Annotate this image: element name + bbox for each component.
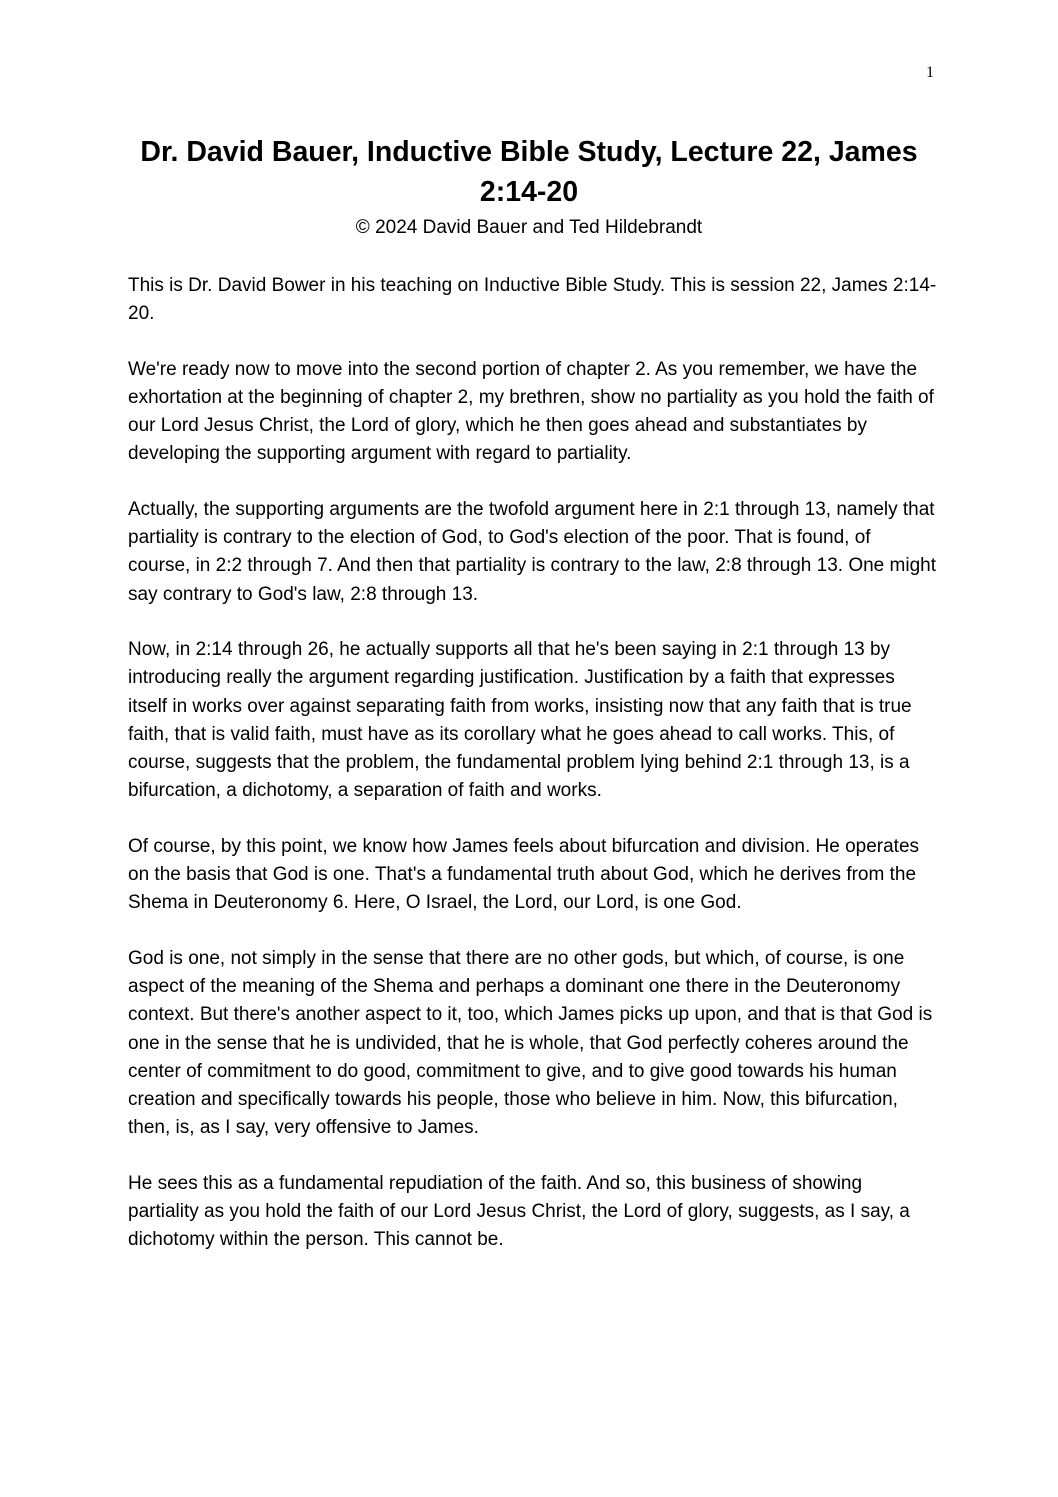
paragraph: Now, in 2:14 through 26, he actually supports all that he's been saying in 2:1 through 13 by introducing really the argument regarding justification. Justification by a faith that expresses itself in works over against separating faith from works, insisting now that any faith that is true faith, that is valid faith, must have as its corollary what he goes ahead to call works. This, of course, suggests that the problem, the fundamental problem lying behind 2:1 through 13, is a bifurcation, a dichotomy, a separation of faith and works. bbox=[128, 638, 912, 802]
paragraph: God is one, not simply in the sense that there are no other gods, but which, of course, is one aspect of the meaning of the Shema and perhaps a dominant one there in the Deuteronomy context. But there's another aspect to it, too, which James picks up upon, and that is that God is one in the sense that he is undivided, that he is whole, that God perfectly coheres around the center of commitment to do good, commitment to give, and to give good towards his human creation and specifically towards his people, those who believe in him. Now, this bifurcation, then, is, as I say, very offensive to James. bbox=[128, 947, 933, 1139]
document-body bbox=[128, 272, 938, 1282]
page-number: 1 bbox=[926, 64, 934, 81]
paragraph: He sees this as a fundamental repudiation of the faith. And so, this business of showing partiality as you hold the faith of our Lord Jesus Christ, the Lord of glory, suggests, as I say, a dichotomy within the person. This cannot be. bbox=[128, 1172, 910, 1251]
paragraph: Of course, by this point, we know how James feels about bifurcation and division. He operates on the basis that God is one. That's a fundamental truth about God, which he derives from the Shema in Deuteronomy 6. Here, O Israel, the Lord, our Lord, is one God. bbox=[128, 835, 920, 914]
document-title: Dr. David Bauer, Inductive Bible Study, Lecture 22, James 2:14-20 bbox=[140, 136, 918, 208]
paragraph: We're ready now to move into the second portion of chapter 2. As you remember, we have the exhortation at the beginning of chapter 2, my brethren, show no partiality as you hold the faith of our Lord Jesus Christ, the Lord of glory, which he then goes ahead and substantiates by developing the supporting argument with regard to partiality. bbox=[128, 358, 934, 465]
paragraph: Actually, the supporting arguments are the twofold argument here in 2:1 through 13, namely that partiality is contrary to the election of God, to God's election of the poor. That is found, of course, in 2:2 through 7. And then that partiality is contrary to the law, 2:8 through 13. One might say contrary to God's law, 2:8 through 13. bbox=[128, 498, 936, 605]
paragraph-intro: This is Dr. David Bower in his teaching on Inductive Bible Study. This is session 22, James 2:14-20. bbox=[128, 275, 937, 325]
copyright-line: © 2024 David Bauer and Ted Hildebrandt bbox=[355, 217, 703, 238]
